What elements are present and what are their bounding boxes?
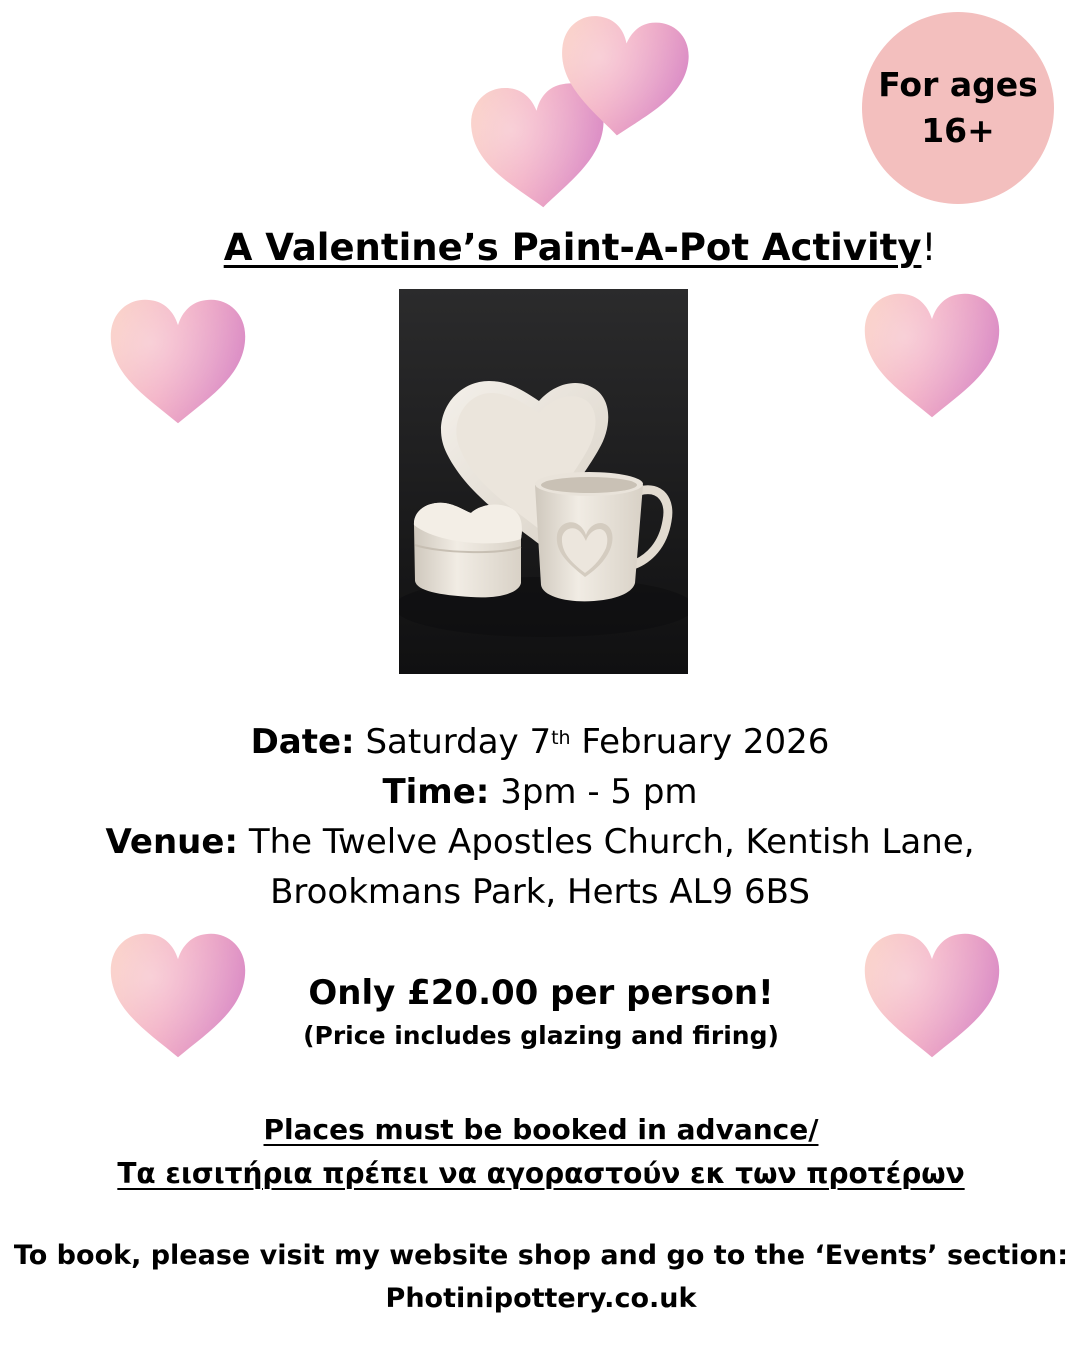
booking-line2: Τα εισιτήρια πρέπει να αγοραστούν εκ των προτέρων [117,1157,965,1190]
time-value: 3pm - 5 pm [500,772,698,812]
heart-icon [551,7,695,146]
booking-line1: Places must be booked in advance/ [263,1113,819,1146]
event-details [0,717,1080,917]
venue-line2: Brookmans Park, Herts AL9 6BS [270,872,810,912]
date-label: Date: [250,722,355,762]
date-line [0,717,1080,767]
price-headline: Only £20.00 per person! [308,973,774,1013]
booking-notice [0,1108,1080,1196]
heart-icon [862,288,1002,422]
date-value-month: February 2026 [570,722,830,762]
time-line [0,767,1080,817]
website-link[interactable]: Photinipottery.co.uk [385,1283,697,1314]
title-punct: ! [921,226,937,269]
date-ordinal: th [551,727,571,749]
age-badge [862,12,1054,204]
date-value [365,722,829,762]
title-text: A Valentine’s Paint-A-Pot Activity [223,226,922,269]
age-badge-line1: For ages [878,65,1038,104]
pottery-photo [399,289,688,674]
age-badge-line2: 16+ [921,111,995,150]
heart-icon [108,294,248,428]
booking-instructions [0,1234,1080,1320]
price-note: (Price includes glazing and firing) [303,1021,779,1050]
venue-line [0,817,1080,867]
venue-line1: The Twelve Apostles Church, Kentish Lane, [248,822,975,862]
time-label: Time: [382,772,490,812]
page-title [0,222,1080,274]
venue-label: Venue: [105,822,239,862]
date-value-day: Saturday 7 [365,722,552,762]
cta-line1: To book, please visit my website shop and go to the ‘Events’ section: [13,1240,1069,1271]
